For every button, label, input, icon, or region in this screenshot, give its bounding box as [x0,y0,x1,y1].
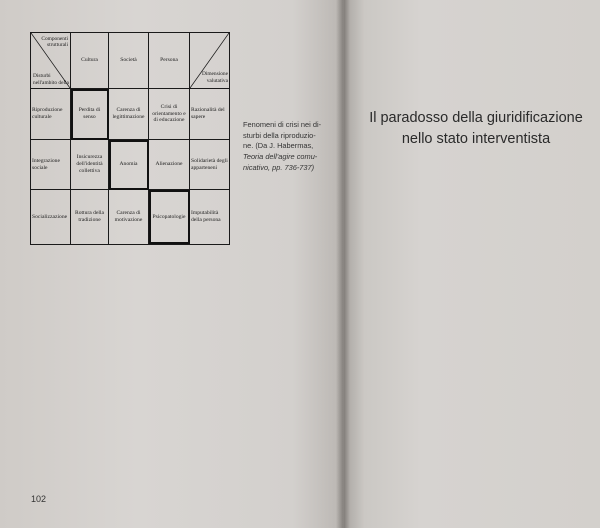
col-header-societa: Società [109,33,149,89]
col-header-cultura: Cultura [71,33,109,89]
table-cell: Rottura della tradizione [71,190,109,244]
caption-line: sturbi della riproduzio- [243,130,316,140]
table-cell: Alienazione [149,140,190,190]
col-header-persona: Persona [149,33,190,89]
crisis-table [30,32,230,245]
caption-line: Fenomeni di crisi nei di- [243,120,322,129]
col-header-dimensione [190,33,229,89]
table-corner-cell [31,33,71,89]
table-cell: Imputabilità della persona [191,210,221,223]
row-label-riproduzione: Riproduzione culturale [31,89,71,140]
table-cell: Solidarietà degli apparteneni [190,140,229,190]
figure-caption [243,120,333,174]
corner-top-label: Componenti strutturali [41,36,68,49]
chapter-title-line: nello stato interventista [401,131,551,148]
table-cell: Razionalità del sapere [190,89,229,140]
table-cell: Carenza di legittimazione [109,89,149,140]
table-cell: Psicopatologie [149,190,190,244]
page-number: 102 [31,494,47,504]
table-cell: Anomia [109,140,149,190]
right-page [344,0,600,528]
caption-line: nicativo, pp. 736-737) [243,162,315,172]
caption-line: ne. (Da J. Habermas, [243,141,314,151]
corner-bottom-label: Disturbi nell'ambito della [33,73,69,86]
row-label-integrazione: Integrazione sociale [31,140,71,190]
book-gutter [336,0,350,528]
table-cell: Carenza di motivazione [109,190,149,244]
row-label-socializzazione: Socializzazione [31,190,71,244]
chapter-title-line: Il paradosso della giuridificazione [369,110,583,126]
dimension-label: Dimensione valutativa [201,71,228,84]
table-cell: Insicurezza dell'identità collettiva [71,140,109,190]
table-cell: Crisi di orientamento e di educazione [149,89,190,140]
caption-line: Teoria dell'agire comu- [243,152,318,162]
table-cell: Perdita di senso [71,89,109,140]
chapter-title [356,108,596,150]
